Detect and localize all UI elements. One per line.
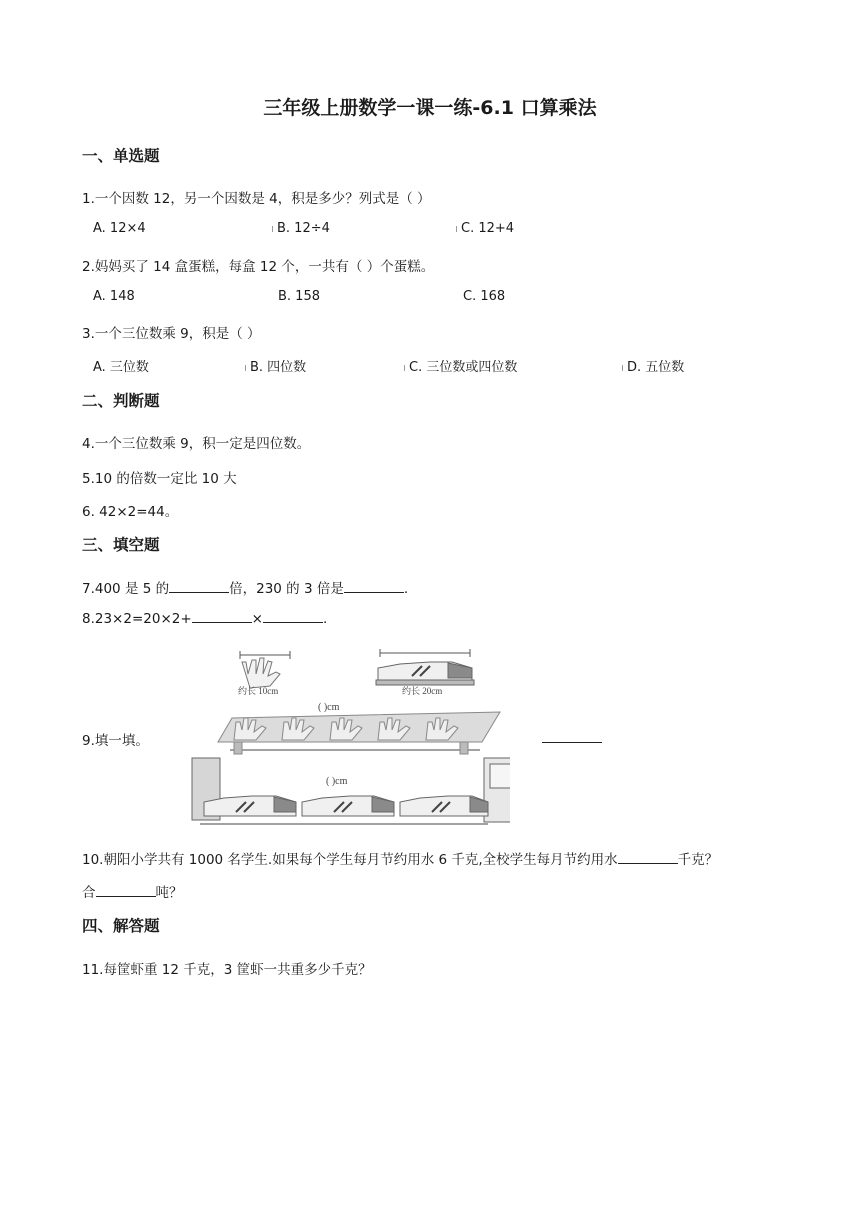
section-heading-single-choice: 一、单选题 <box>82 147 160 165</box>
q2-option-c[interactable]: C. 168 <box>463 289 506 304</box>
q8-text-b: × <box>251 611 263 627</box>
shoe-caption: 约长 20cm <box>402 686 443 696</box>
q7-text-c: . <box>403 581 409 597</box>
q2-option-b[interactable]: B. 158 <box>278 289 320 304</box>
option-marker-icon <box>404 365 408 371</box>
q7-blank-1[interactable] <box>169 580 229 593</box>
hand-caption: 约长 10cm <box>238 686 279 696</box>
q3-option-b-label: B. 四位数 <box>250 360 307 375</box>
q9-measurement-figure <box>190 640 510 828</box>
question-10 <box>82 848 718 868</box>
question-6: 6. 42×2=44。 <box>82 504 179 520</box>
table-with-hands-icon <box>218 712 500 754</box>
q7-blank-2[interactable] <box>344 580 404 593</box>
q3-option-c[interactable] <box>404 356 517 375</box>
question-1: 1.一个因数 12，另一个因数是 4，积是多少？列式是（ ） <box>82 191 431 207</box>
q3-option-d-label: D. 五位数 <box>627 360 685 375</box>
q1-option-b-label: B. 12÷4 <box>277 221 330 236</box>
question-3: 3.一个三位数乘 9，积是（ ） <box>82 326 261 342</box>
option-marker-icon <box>622 365 626 371</box>
q1-option-a[interactable]: A. 12×4 <box>93 221 146 236</box>
q3-option-a[interactable]: A. 三位数 <box>93 360 149 375</box>
q7-text-a: 7.400 是 5 的 <box>82 581 170 597</box>
q8-text-c: . <box>322 611 328 627</box>
question-8 <box>82 610 327 627</box>
q3-option-b[interactable] <box>245 356 306 375</box>
q10-text-a: 10.朝阳小学共有 1000 名学生.如果每个学生每月节约用水 6 千克,全校学生每月节约用水 <box>82 852 618 868</box>
option-marker-icon <box>245 365 249 371</box>
section-heading-true-false: 二、判断题 <box>82 392 160 410</box>
q3-option-c-label: C. 三位数或四位数 <box>409 360 518 375</box>
shoes-between-wall-and-cabinet-icon <box>192 758 510 824</box>
q8-blank-1[interactable] <box>192 610 252 623</box>
question-2: 2.妈妈买了 14 盒蛋糕，每盒 12 个，一共有（ ）个蛋糕。 <box>82 259 435 275</box>
question-4: 4.一个三位数乘 9，积一定是四位数。 <box>82 436 311 452</box>
q1-option-c[interactable] <box>456 221 514 236</box>
question-5: 5.10 的倍数一定比 10 大 <box>82 471 237 487</box>
q2-option-a[interactable]: A. 148 <box>93 289 135 304</box>
q1-option-c-label: C. 12+4 <box>461 221 515 236</box>
question-11: 11.每筐虾重 12 千克，3 筐虾一共重多少千克？ <box>82 962 372 978</box>
q3-option-d[interactable] <box>622 356 684 375</box>
q10-text-d: 吨？ <box>155 885 183 901</box>
q9-blank[interactable] <box>542 728 602 743</box>
q1-option-b[interactable] <box>272 221 330 236</box>
q7-text-b: 倍，230 的 3 倍是 <box>229 581 344 597</box>
section-heading-word-problems: 四、解答题 <box>82 917 160 935</box>
q10-text-b: 千克？ <box>677 852 719 868</box>
reference-shoe-icon <box>376 649 474 685</box>
question-7 <box>82 577 408 597</box>
option-marker-icon <box>456 226 460 232</box>
q10-blank-1[interactable] <box>618 851 678 864</box>
q9-figure-blank-2: ( )cm <box>326 776 348 787</box>
option-marker-icon <box>272 226 276 232</box>
reference-hand-icon <box>240 651 290 688</box>
page-title: 三年级上册数学一课一练-6.1 口算乘法 <box>263 97 597 119</box>
q9-figure-blank-1: ( )cm <box>318 702 340 713</box>
question-9: 9.填一填。 <box>82 733 149 749</box>
section-heading-fill-blank: 三、填空题 <box>82 536 160 554</box>
q8-blank-2[interactable] <box>263 610 323 623</box>
question-10-continued <box>82 881 183 901</box>
q10-text-c: 合 <box>82 885 96 901</box>
q8-text-a: 8.23×2=20×2+ <box>82 611 192 627</box>
q10-blank-2[interactable] <box>96 884 156 897</box>
